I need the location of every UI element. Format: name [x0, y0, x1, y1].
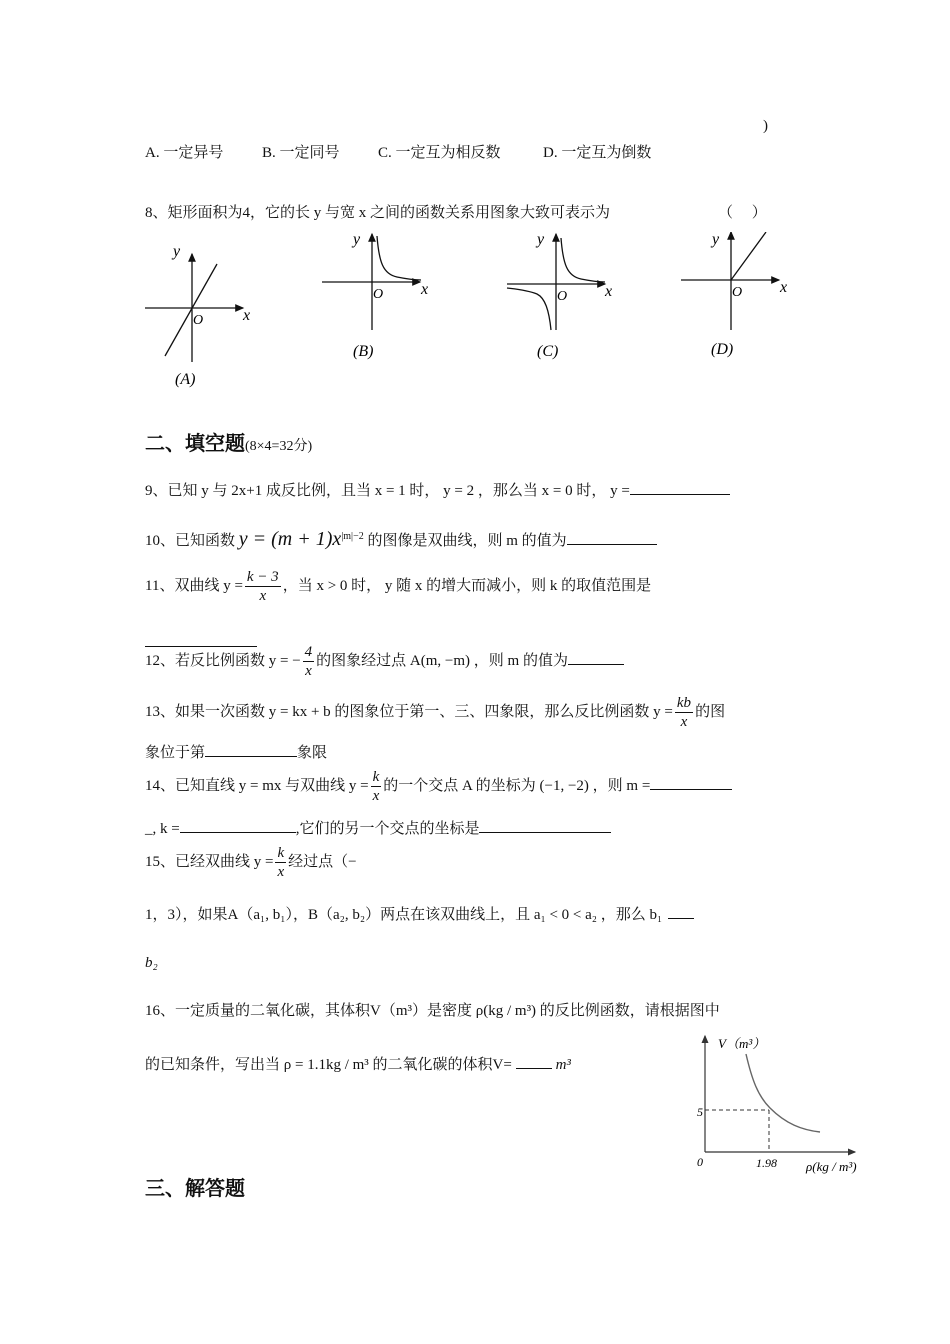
q16-graph: [690, 1030, 890, 1180]
graph-d-origin: O: [732, 285, 743, 300]
graph-a-label: (A): [175, 371, 196, 388]
q14-line2b: ,它们的另一个交点的坐标是: [295, 821, 480, 837]
graph-b-label: (B): [353, 343, 374, 360]
q10-pre: 10、已知函数: [145, 533, 236, 549]
graph-c-origin: O: [557, 289, 568, 304]
graph-c-x-label: x: [605, 283, 613, 300]
section2-heading: [145, 427, 312, 456]
q7-option-a: A. 一定异号: [145, 145, 224, 161]
graph-a-x-label: x: [243, 307, 251, 324]
section3-title: 三、解答题: [145, 1176, 245, 1200]
q15-line2-text: 1，3），如果A（a₁, b₁），B（a₂, b₂）两点在该双曲线上，且 a₁ < 0 < a₂ ，那么 b₁: [145, 907, 663, 923]
q7-option-c: C. 一定互为相反数: [378, 145, 501, 161]
q13-post: 的图: [695, 703, 726, 720]
q16-graph-origin: 0: [697, 1155, 703, 1169]
graph-b-y-label: y: [353, 232, 361, 248]
q14-line2a: _, k =: [145, 821, 180, 837]
q13-line2-end: 象限: [297, 745, 328, 761]
q14-blank-point[interactable]: [479, 816, 611, 833]
q9-text: 9、已知 y 与 2x+1 成反比例，且当 x = 1 时， y = 2 ，那么当 x = 0 时， y =: [145, 483, 630, 499]
q14-blank-m[interactable]: [650, 773, 732, 790]
q10-formula: y = (m + 1)x: [238, 528, 342, 550]
q11-post: ，当 x > 0 时， y 随 x 的增大而减小，则 k 的取值范围是: [282, 577, 652, 594]
graph-d: [681, 232, 787, 358]
q12: [145, 643, 624, 680]
q7-option-d: D. 一定互为倒数: [543, 145, 652, 161]
q10-blank[interactable]: [567, 528, 657, 545]
q16-graph-y-tick: 5: [697, 1105, 703, 1119]
graph-b-x-label: x: [421, 281, 429, 298]
q14-blank-k[interactable]: [180, 816, 296, 833]
q16-graph-x-tick: 1.98: [756, 1156, 777, 1170]
q8-text: 8、矩形面积为4，它的长 y 与宽 x 之间的函数关系用图象大致可表示为: [145, 205, 611, 221]
q13-fraction: $\frac{kb}{x}$: [676, 695, 692, 730]
graph-c: [507, 232, 612, 360]
q16-line1: 16、一定质量的二氧化碳，其体积V（m³）是密度 ρ(kg / m³) 的反比例函数，请根据图中: [145, 1003, 720, 1019]
q15-post: 经过点（−: [288, 853, 357, 870]
q10-exponent: |m|−2: [341, 531, 364, 542]
graph-a-y-label: y: [173, 243, 181, 260]
q13-line2: [145, 740, 327, 764]
graph-b: [322, 232, 428, 360]
q16-blank[interactable]: [516, 1052, 552, 1069]
q13-blank[interactable]: [205, 740, 297, 757]
section2-title: 二、填空题: [145, 431, 245, 455]
q7-option-b: B. 一定同号: [262, 145, 340, 161]
graph-d-label: (D): [711, 341, 734, 358]
graph-a-origin: O: [193, 313, 204, 328]
q16-line2: [145, 1052, 571, 1076]
graph-c-y-label: y: [537, 232, 545, 248]
q14-post: 的一个交点 A 的坐标为 (−1, −2) ，则 m =: [383, 777, 651, 794]
q14-line2: [145, 816, 611, 840]
q15-blank[interactable]: [668, 902, 694, 919]
q13-pre: 13、如果一次函数 y = kx + b 的图象位于第一、三、四象限，那么反比例函数 y =: [145, 703, 673, 720]
q14-pre: 14、已知直线 y = mx 与双曲线 y =: [145, 777, 369, 794]
q11: [145, 568, 651, 605]
graph-b-origin: O: [373, 287, 384, 302]
q16-unit: m³: [555, 1057, 571, 1073]
q12-blank[interactable]: [568, 648, 624, 665]
q15: [145, 844, 357, 881]
graph-c-label: (C): [537, 343, 559, 360]
q13-line2-text: 象位于第: [145, 745, 206, 761]
q11-fraction: $\frac{k - 3}{x}$: [246, 569, 279, 604]
q8-paren: （ ）: [718, 205, 767, 221]
q16-line2-text: 的已知条件，写出当 ρ = 1.1kg / m³ 的二氧化碳的体积V=: [145, 1057, 512, 1073]
q10-post: 的图像是双曲线，则 m 的值为: [367, 533, 567, 549]
graph-d-x-label: x: [780, 279, 788, 296]
q14-fraction: $\frac{k}{x}$: [372, 769, 380, 804]
q14: [145, 768, 732, 805]
section2-score: (8×4=32分): [245, 439, 313, 454]
q11-pre: 11、双曲线 y =: [145, 577, 243, 594]
graph-d-y-label: y: [712, 232, 720, 248]
q15-pre: 15、已经双曲线 y =: [145, 853, 274, 870]
q16-graph-x-label: ρ(kg / m³): [806, 1159, 857, 1174]
q9-blank[interactable]: [630, 478, 730, 495]
q9: [145, 478, 730, 502]
q13: [145, 694, 725, 731]
q12-pre: 12、若反比例函数 y = −: [145, 652, 301, 669]
q15-line2: [145, 902, 694, 926]
q10: [145, 526, 657, 552]
q15-fraction: $\frac{k}{x}$: [277, 845, 285, 880]
q15-line3: b₂: [145, 955, 158, 971]
q8-graphs: [135, 232, 865, 392]
q7-paren: ): [763, 118, 768, 134]
q12-post: 的图象经过点 A(m, −m) ，则 m 的值为: [316, 652, 568, 669]
q16-graph-y-label: V（m³）: [718, 1036, 766, 1051]
q12-fraction: $\frac{4}{x}$: [304, 644, 313, 679]
graph-a: [145, 243, 250, 388]
